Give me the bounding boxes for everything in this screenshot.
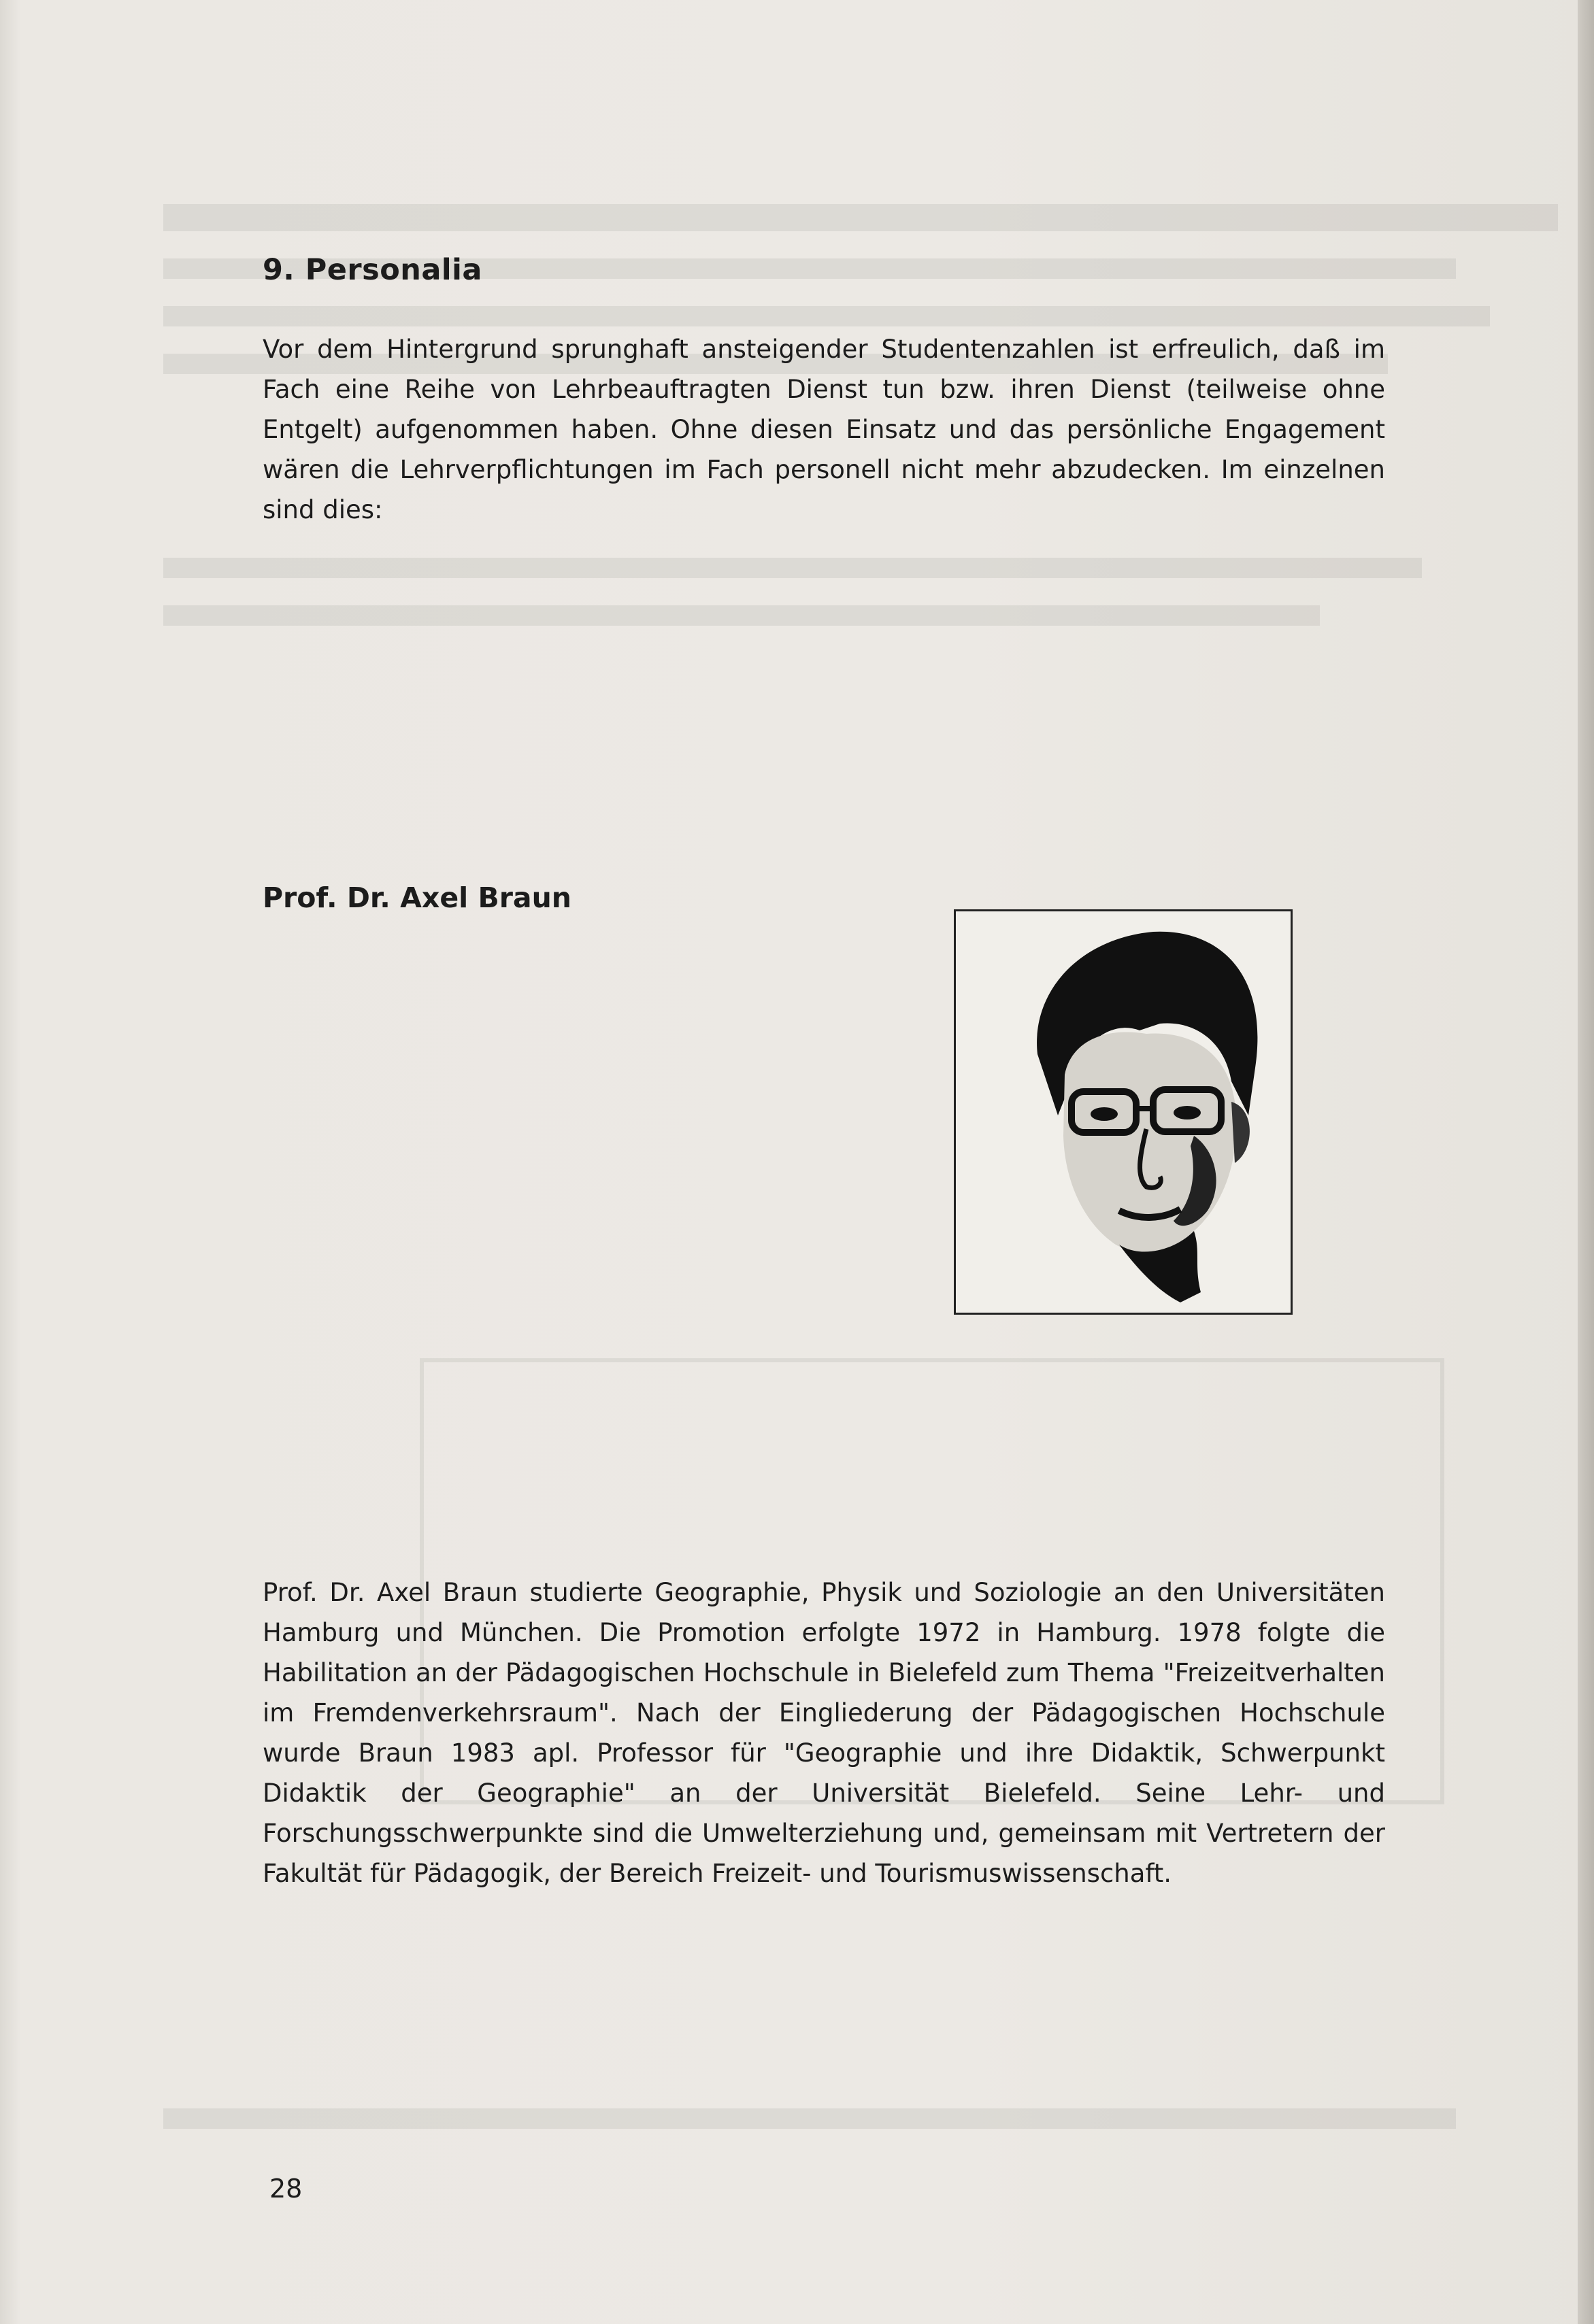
section-title: 9. Personalia [263, 253, 482, 287]
biography-paragraph: Prof. Dr. Axel Braun studierte Geographie, Physik und Soziologie an den Universitäten Hamburg und München. Die Promotion erfolgte 1972 in Hamburg. 1978 folgte die Habilitation an der Pädagogischen Hochschule in Bielefeld zum Thema "Freizeitverhalten im Fremdenverkehrsraum". Nach der Eingliederung der Pädagogischen Hochschule wurde Braun 1983 apl. Professor für "Geographie und ihre Didaktik, Schwerpunkt Didaktik der Geographie" an der Universität Bielefeld. Seine Lehr- und Forschungsschwerpunkte sind die Umwelterziehung und, gemeinsam mit Vertretern der Fakultät für Pädagogik, der Bereich Freizeit- und Tourismuswissenschaft. [263, 1578, 1385, 1888]
person-name-heading: Prof. Dr. Axel Braun [263, 881, 571, 914]
intro-paragraph: Vor dem Hintergrund sprunghaft ansteigender Studentenzahlen ist erfreulich, daß im Fach eine Reihe von Lehrbeauftragten Dienst tun bzw. ihren Dienst (teilweise ohne Entgelt) aufgenommen haben. Ohne diesen Einsatz und das persönliche Engagement wären die Lehrverpflichtungen im Fach personell nicht mehr abzudecken. Im einzelnen sind dies: [263, 335, 1385, 524]
page-edge [1578, 0, 1594, 2324]
portrait-illustration [956, 911, 1291, 1313]
page-number: 28 [269, 2174, 303, 2204]
portrait-photo [954, 909, 1293, 1315]
